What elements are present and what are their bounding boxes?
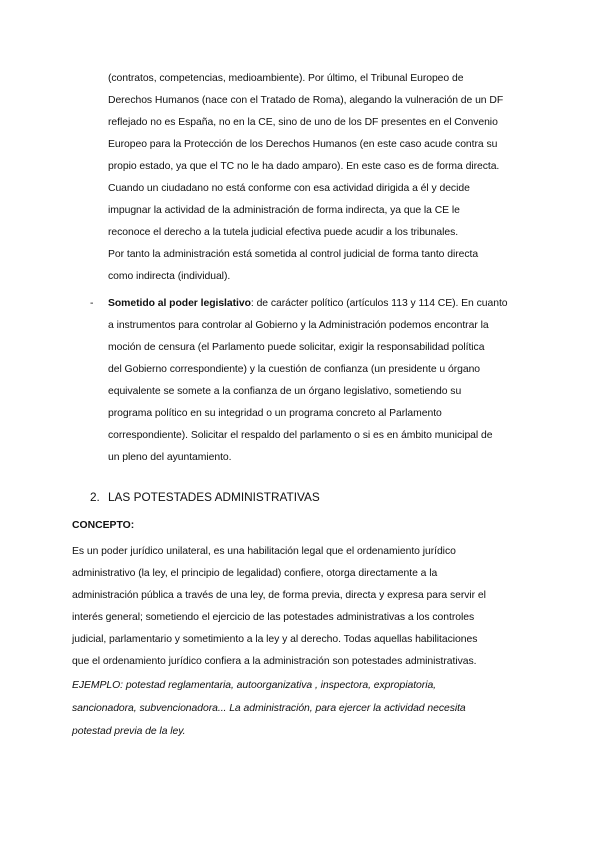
bullet-marker: - <box>90 298 94 309</box>
bullet-line: programa político en su integridad o un programa concreto al Parlamento <box>108 408 442 419</box>
example-line: EJEMPLO: potestad reglamentaria, autoorganizativa , inspectora, expropiatoria, <box>72 680 437 691</box>
concepto-line: interés general; sometiendo el ejercicio de las potestades administrativas a los controles <box>72 612 475 623</box>
concepto-line: que el ordenamiento jurídico confiera a la administración son potestades administrativas. <box>72 656 477 667</box>
section-heading <box>90 489 320 505</box>
section-title: LAS POTESTADES ADMINISTRATIVAS <box>108 490 320 504</box>
bullet-line: un pleno del ayuntamiento. <box>108 452 232 463</box>
concepto-line: administración pública a través de una ley, de forma previa, directa y expresa para servir el <box>72 590 486 601</box>
bullet-first-line-rest: : de carácter político (artículos 113 y 114 CE). En cuanto <box>250 298 508 309</box>
paragraph-line: propio estado, ya que el TC no le ha dado amparo). En este caso es de forma directa. <box>108 161 500 172</box>
bullet-bold-lead: Sometido al poder legislativo <box>108 298 251 309</box>
paragraph-line: Derechos Humanos (nace con el Tratado de Roma), alegando la vulneración de un DF <box>108 95 504 106</box>
example-line: potestad previa de la ley. <box>72 726 186 737</box>
paragraph-line: Cuando un ciudadano no está conforme con esa actividad dirigida a él y decide <box>108 183 470 194</box>
bullet-line: a instrumentos para controlar al Gobierno y la Administración podemos encontrar la <box>108 320 489 331</box>
paragraph-line: Por tanto la administración está sometida al control judicial de forma tanto directa <box>108 249 479 260</box>
paragraph-line: reflejado no es España, no en la CE, sino de uno de los DF presentes en el Convenio <box>108 117 498 128</box>
bullet-line: equivalente se somete a la confianza de un órgano legislativo, sometiendo su <box>108 386 462 397</box>
paragraph-line: como indirecta (individual). <box>108 271 231 282</box>
concepto-label: CONCEPTO: <box>72 520 135 531</box>
paragraph-line: (contratos, competencias, medioambiente). Por último, el Tribunal Europeo de <box>108 73 464 84</box>
bullet-line: del Gobierno correspondiente) y la cuestión de confianza (un presidente u órgano <box>108 364 481 375</box>
paragraph-line: reconoce el derecho a la tutela judicial efectiva puede acudir a los tribunales. <box>108 227 459 238</box>
concepto-line: judicial, parlamentario y sometimiento a la ley y al derecho. Todas aquellas habilitaciones <box>72 634 478 645</box>
concepto-line: administrativo (la ley, el principio de legalidad) confiere, otorga directamente a la <box>72 568 438 579</box>
section-number: 2. <box>90 490 100 504</box>
bullet-line: correspondiente). Solicitar el respaldo del parlamento o si es en ámbito municipal de <box>108 430 493 441</box>
concepto-line: Es un poder jurídico unilateral, es una habilitación legal que el ordenamiento jurídico <box>72 546 456 557</box>
example-line: sancionadora, subvencionadora... La administración, para ejercer la actividad necesita <box>72 703 466 714</box>
bullet-line: moción de censura (el Parlamento puede solicitar, exigir la responsabilidad política <box>108 342 485 353</box>
paragraph-line: Europeo para la Protección de los Derechos Humanos (en este caso acude contra su <box>108 139 498 150</box>
paragraph-line: impugnar la actividad de la administración de forma indirecta, ya que la CE le <box>108 205 460 216</box>
bullet-first-line <box>108 297 508 311</box>
